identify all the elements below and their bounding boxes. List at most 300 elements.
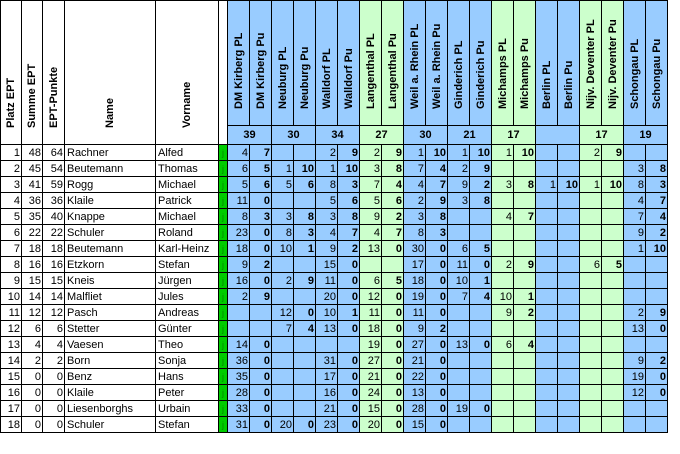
place-cell[interactable]: 5 (360, 193, 382, 209)
name-cell[interactable]: Knappe (65, 209, 156, 225)
points-cell[interactable] (294, 385, 316, 401)
points-cell[interactable] (514, 193, 536, 209)
points-cell[interactable]: 5 (470, 241, 492, 257)
ept-points-cell[interactable]: 14 (43, 289, 65, 305)
points-cell[interactable]: 0 (426, 241, 448, 257)
row-marker-cell[interactable]: j (219, 145, 228, 161)
points-cell[interactable]: 10 (646, 241, 668, 257)
points-cell[interactable]: 10 (470, 145, 492, 161)
name-cell[interactable]: Beutemann (65, 161, 156, 177)
name-cell[interactable]: Born (65, 353, 156, 369)
place-cell[interactable]: 3 (492, 177, 514, 193)
firstname-cell[interactable]: Hans (156, 369, 219, 385)
points-cell[interactable] (646, 337, 668, 353)
points-cell[interactable] (470, 385, 492, 401)
place-cell[interactable] (580, 353, 602, 369)
place-cell[interactable]: 7 (360, 177, 382, 193)
place-cell[interactable] (272, 145, 294, 161)
place-cell[interactable]: 17 (404, 257, 426, 273)
points-cell[interactable]: 4 (426, 161, 448, 177)
event-column-header[interactable] (382, 1, 404, 126)
firstname-cell[interactable]: Jules (156, 289, 219, 305)
points-cell[interactable]: 2 (470, 177, 492, 193)
points-cell[interactable] (294, 257, 316, 273)
event-column-header[interactable] (316, 1, 338, 126)
place-cell[interactable]: 14 (228, 337, 250, 353)
place-cell[interactable]: 4 (316, 225, 338, 241)
points-cell[interactable] (514, 417, 536, 433)
points-cell[interactable] (602, 289, 624, 305)
place-cell[interactable] (492, 193, 514, 209)
rank-cell[interactable]: 10 (1, 289, 22, 305)
place-cell[interactable]: 1 (316, 161, 338, 177)
points-cell[interactable]: 0 (426, 273, 448, 289)
points-cell[interactable]: 5 (250, 161, 272, 177)
points-cell[interactable] (514, 369, 536, 385)
points-cell[interactable] (558, 241, 580, 257)
points-cell[interactable]: 0 (382, 401, 404, 417)
sum-ept-cell[interactable]: 15 (22, 273, 43, 289)
place-cell[interactable]: 21 (404, 353, 426, 369)
place-cell[interactable] (536, 273, 558, 289)
points-cell[interactable] (646, 273, 668, 289)
column-header[interactable] (22, 1, 43, 145)
event-column-header[interactable] (448, 1, 470, 126)
points-cell[interactable]: 0 (646, 369, 668, 385)
rank-cell[interactable]: 6 (1, 225, 22, 241)
place-cell[interactable]: 7 (624, 209, 646, 225)
row-marker-cell[interactable]: j (219, 401, 228, 417)
row-marker-cell[interactable]: j (219, 353, 228, 369)
points-cell[interactable] (470, 321, 492, 337)
points-cell[interactable]: 8 (426, 209, 448, 225)
rank-cell[interactable]: 13 (1, 337, 22, 353)
event-column-header[interactable] (294, 1, 316, 126)
place-cell[interactable] (448, 385, 470, 401)
place-cell[interactable] (272, 401, 294, 417)
rank-cell[interactable]: 7 (1, 241, 22, 257)
points-cell[interactable]: 0 (382, 337, 404, 353)
place-cell[interactable]: 2 (316, 145, 338, 161)
place-cell[interactable]: 27 (404, 337, 426, 353)
place-cell[interactable]: 2 (360, 145, 382, 161)
points-cell[interactable]: 0 (338, 289, 360, 305)
place-cell[interactable]: 27 (360, 353, 382, 369)
firstname-cell[interactable]: Alfed (156, 145, 219, 161)
place-cell[interactable]: 10 (272, 241, 294, 257)
place-cell[interactable] (492, 369, 514, 385)
rank-cell[interactable]: 1 (1, 145, 22, 161)
place-cell[interactable]: 23 (228, 225, 250, 241)
place-cell[interactable] (492, 385, 514, 401)
place-cell[interactable]: 13 (624, 321, 646, 337)
points-cell[interactable]: 9 (470, 161, 492, 177)
event-sum-cell[interactable]: 17 (492, 126, 536, 145)
points-cell[interactable] (602, 273, 624, 289)
place-cell[interactable]: 5 (272, 177, 294, 193)
place-cell[interactable]: 2 (624, 305, 646, 321)
place-cell[interactable] (448, 225, 470, 241)
place-cell[interactable]: 3 (404, 209, 426, 225)
points-cell[interactable] (602, 225, 624, 241)
place-cell[interactable]: 5 (316, 193, 338, 209)
ept-points-cell[interactable]: 0 (43, 401, 65, 417)
place-cell[interactable]: 6 (448, 241, 470, 257)
place-cell[interactable]: 11 (448, 257, 470, 273)
place-cell[interactable]: 15 (316, 257, 338, 273)
points-cell[interactable]: 10 (602, 177, 624, 193)
place-cell[interactable]: 9 (404, 321, 426, 337)
place-cell[interactable] (536, 209, 558, 225)
rank-cell[interactable]: 5 (1, 209, 22, 225)
place-cell[interactable] (536, 417, 558, 433)
points-cell[interactable] (602, 241, 624, 257)
event-column-header[interactable] (646, 1, 668, 126)
points-cell[interactable] (294, 369, 316, 385)
rank-cell[interactable]: 11 (1, 305, 22, 321)
place-cell[interactable] (448, 417, 470, 433)
points-cell[interactable] (558, 273, 580, 289)
place-cell[interactable] (536, 225, 558, 241)
place-cell[interactable] (492, 417, 514, 433)
points-cell[interactable]: 6 (382, 193, 404, 209)
name-cell[interactable]: Schuler (65, 417, 156, 433)
points-cell[interactable] (602, 369, 624, 385)
name-cell[interactable]: Pasch (65, 305, 156, 321)
place-cell[interactable]: 6 (228, 161, 250, 177)
place-cell[interactable]: 9 (492, 305, 514, 321)
points-cell[interactable] (558, 289, 580, 305)
points-cell[interactable] (294, 193, 316, 209)
name-cell[interactable]: Malfliet (65, 289, 156, 305)
place-cell[interactable] (624, 257, 646, 273)
place-cell[interactable]: 30 (404, 241, 426, 257)
event-sum-cell[interactable] (536, 126, 580, 145)
place-cell[interactable]: 8 (404, 225, 426, 241)
points-cell[interactable] (602, 337, 624, 353)
points-cell[interactable] (514, 241, 536, 257)
place-cell[interactable]: 16 (316, 385, 338, 401)
sum-ept-cell[interactable]: 48 (22, 145, 43, 161)
row-marker-cell[interactable]: j (219, 273, 228, 289)
points-cell[interactable]: 9 (250, 289, 272, 305)
sum-ept-cell[interactable]: 45 (22, 161, 43, 177)
row-marker-cell[interactable]: j (219, 177, 228, 193)
points-cell[interactable] (602, 385, 624, 401)
row-marker-cell[interactable]: j (219, 369, 228, 385)
rank-cell[interactable]: 8 (1, 257, 22, 273)
event-sum-cell[interactable]: 17 (580, 126, 624, 145)
place-cell[interactable] (580, 417, 602, 433)
points-cell[interactable] (558, 161, 580, 177)
points-cell[interactable]: 5 (382, 273, 404, 289)
ept-points-cell[interactable]: 22 (43, 225, 65, 241)
column-header[interactable] (65, 1, 156, 145)
points-cell[interactable]: 8 (470, 193, 492, 209)
points-cell[interactable] (646, 417, 668, 433)
points-cell[interactable] (602, 321, 624, 337)
rank-cell[interactable]: 4 (1, 193, 22, 209)
points-cell[interactable] (470, 417, 492, 433)
points-cell[interactable] (470, 353, 492, 369)
event-column-header[interactable] (624, 1, 646, 126)
event-sum-cell[interactable]: 27 (360, 126, 404, 145)
column-header[interactable] (156, 1, 219, 145)
points-cell[interactable]: 2 (514, 305, 536, 321)
place-cell[interactable]: 9 (624, 353, 646, 369)
points-cell[interactable]: 0 (338, 273, 360, 289)
points-cell[interactable] (558, 257, 580, 273)
place-cell[interactable] (536, 241, 558, 257)
points-cell[interactable]: 9 (294, 273, 316, 289)
place-cell[interactable]: 20 (316, 289, 338, 305)
points-cell[interactable]: 0 (426, 257, 448, 273)
points-cell[interactable] (294, 401, 316, 417)
place-cell[interactable] (536, 401, 558, 417)
sum-ept-cell[interactable]: 0 (22, 417, 43, 433)
place-cell[interactable] (448, 369, 470, 385)
row-marker-cell[interactable]: j (219, 241, 228, 257)
event-column-header[interactable] (250, 1, 272, 126)
points-cell[interactable]: 4 (470, 289, 492, 305)
place-cell[interactable]: 12 (272, 305, 294, 321)
ept-points-cell[interactable]: 0 (43, 369, 65, 385)
place-cell[interactable]: 4 (360, 225, 382, 241)
place-cell[interactable]: 7 (448, 289, 470, 305)
points-cell[interactable] (514, 161, 536, 177)
row-marker-cell[interactable]: j (219, 289, 228, 305)
place-cell[interactable]: 8 (272, 225, 294, 241)
place-cell[interactable]: 28 (404, 401, 426, 417)
points-cell[interactable] (470, 209, 492, 225)
place-cell[interactable]: 9 (448, 177, 470, 193)
points-cell[interactable] (294, 353, 316, 369)
place-cell[interactable] (536, 369, 558, 385)
place-cell[interactable] (492, 401, 514, 417)
points-cell[interactable]: 2 (338, 241, 360, 257)
points-cell[interactable]: 2 (426, 321, 448, 337)
ept-points-cell[interactable]: 15 (43, 273, 65, 289)
name-cell[interactable]: Rogg (65, 177, 156, 193)
place-cell[interactable]: 16 (228, 273, 250, 289)
event-column-header[interactable] (580, 1, 602, 126)
points-cell[interactable] (250, 305, 272, 321)
place-cell[interactable]: 13 (360, 241, 382, 257)
place-cell[interactable]: 21 (360, 369, 382, 385)
sum-ept-cell[interactable]: 41 (22, 177, 43, 193)
place-cell[interactable]: 13 (404, 385, 426, 401)
firstname-cell[interactable]: Patrick (156, 193, 219, 209)
place-cell[interactable] (580, 337, 602, 353)
event-sum-cell[interactable]: 34 (316, 126, 360, 145)
place-cell[interactable]: 18 (228, 241, 250, 257)
place-cell[interactable] (624, 273, 646, 289)
points-cell[interactable]: 10 (294, 161, 316, 177)
points-cell[interactable] (558, 353, 580, 369)
place-cell[interactable] (624, 145, 646, 161)
points-cell[interactable] (338, 337, 360, 353)
points-cell[interactable] (558, 225, 580, 241)
place-cell[interactable]: 11 (316, 273, 338, 289)
place-cell[interactable]: 35 (228, 369, 250, 385)
place-cell[interactable]: 1 (536, 177, 558, 193)
place-cell[interactable]: 4 (492, 209, 514, 225)
points-cell[interactable]: 9 (514, 257, 536, 273)
points-cell[interactable]: 3 (646, 177, 668, 193)
place-cell[interactable]: 3 (624, 161, 646, 177)
place-cell[interactable]: 10 (492, 289, 514, 305)
points-cell[interactable]: 2 (646, 225, 668, 241)
points-cell[interactable]: 9 (602, 145, 624, 161)
points-cell[interactable]: 10 (338, 161, 360, 177)
place-cell[interactable] (580, 321, 602, 337)
event-column-header[interactable] (338, 1, 360, 126)
sum-ept-cell[interactable]: 4 (22, 337, 43, 353)
place-cell[interactable] (624, 417, 646, 433)
place-cell[interactable] (492, 161, 514, 177)
place-cell[interactable] (228, 305, 250, 321)
row-marker-cell[interactable]: j (219, 209, 228, 225)
row-marker-cell[interactable]: j (219, 417, 228, 433)
place-cell[interactable]: 9 (360, 209, 382, 225)
points-cell[interactable] (514, 273, 536, 289)
firstname-cell[interactable]: Günter (156, 321, 219, 337)
points-cell[interactable]: 3 (250, 209, 272, 225)
firstname-cell[interactable]: Michael (156, 177, 219, 193)
row-marker-cell[interactable]: j (219, 321, 228, 337)
points-cell[interactable] (294, 145, 316, 161)
place-cell[interactable]: 8 (316, 177, 338, 193)
points-cell[interactable] (558, 321, 580, 337)
place-cell[interactable]: 9 (316, 241, 338, 257)
rank-cell[interactable]: 16 (1, 385, 22, 401)
place-cell[interactable]: 22 (404, 369, 426, 385)
place-cell[interactable] (624, 401, 646, 417)
points-cell[interactable] (646, 401, 668, 417)
points-cell[interactable]: 3 (426, 225, 448, 241)
points-cell[interactable]: 10 (558, 177, 580, 193)
place-cell[interactable]: 11 (360, 305, 382, 321)
ept-points-cell[interactable]: 40 (43, 209, 65, 225)
place-cell[interactable] (272, 257, 294, 273)
points-cell[interactable]: 0 (250, 193, 272, 209)
rank-cell[interactable]: 9 (1, 273, 22, 289)
name-cell[interactable]: Rachner (65, 145, 156, 161)
points-cell[interactable]: 0 (250, 401, 272, 417)
place-cell[interactable] (492, 321, 514, 337)
points-cell[interactable] (514, 401, 536, 417)
points-cell[interactable]: 4 (646, 209, 668, 225)
place-cell[interactable]: 18 (360, 321, 382, 337)
place-cell[interactable] (536, 385, 558, 401)
points-cell[interactable] (602, 305, 624, 321)
place-cell[interactable] (492, 353, 514, 369)
points-cell[interactable] (514, 385, 536, 401)
place-cell[interactable]: 4 (624, 193, 646, 209)
rank-cell[interactable]: 3 (1, 177, 22, 193)
points-cell[interactable]: 2 (250, 257, 272, 273)
points-cell[interactable]: 1 (294, 241, 316, 257)
points-cell[interactable] (514, 353, 536, 369)
ept-points-cell[interactable]: 36 (43, 193, 65, 209)
points-cell[interactable]: 1 (338, 305, 360, 321)
sum-ept-cell[interactable]: 14 (22, 289, 43, 305)
ept-points-cell[interactable]: 12 (43, 305, 65, 321)
points-cell[interactable]: 0 (382, 321, 404, 337)
points-cell[interactable]: 0 (382, 417, 404, 433)
ept-points-cell[interactable]: 18 (43, 241, 65, 257)
place-cell[interactable] (536, 305, 558, 321)
place-cell[interactable]: 11 (404, 305, 426, 321)
place-cell[interactable]: 31 (316, 353, 338, 369)
points-cell[interactable]: 0 (646, 321, 668, 337)
points-cell[interactable]: 8 (382, 161, 404, 177)
sum-ept-cell[interactable]: 18 (22, 241, 43, 257)
points-cell[interactable] (558, 145, 580, 161)
place-cell[interactable]: 7 (404, 161, 426, 177)
place-cell[interactable] (580, 241, 602, 257)
points-cell[interactable]: 6 (294, 177, 316, 193)
place-cell[interactable]: 2 (228, 289, 250, 305)
points-cell[interactable]: 0 (294, 417, 316, 433)
place-cell[interactable]: 9 (624, 225, 646, 241)
event-sum-cell[interactable]: 39 (228, 126, 272, 145)
points-cell[interactable]: 0 (426, 401, 448, 417)
points-cell[interactable]: 9 (338, 145, 360, 161)
event-column-header[interactable] (404, 1, 426, 126)
place-cell[interactable]: 15 (360, 401, 382, 417)
rank-cell[interactable]: 15 (1, 369, 22, 385)
event-sum-cell[interactable]: 19 (624, 126, 668, 145)
points-cell[interactable] (558, 417, 580, 433)
firstname-cell[interactable]: Stefan (156, 257, 219, 273)
firstname-cell[interactable]: Jürgen (156, 273, 219, 289)
rank-cell[interactable]: 18 (1, 417, 22, 433)
place-cell[interactable] (536, 353, 558, 369)
firstname-cell[interactable]: Theo (156, 337, 219, 353)
points-cell[interactable]: 0 (338, 385, 360, 401)
sum-ept-cell[interactable]: 16 (22, 257, 43, 273)
points-cell[interactable]: 0 (426, 305, 448, 321)
place-cell[interactable]: 11 (228, 193, 250, 209)
name-cell[interactable]: Klaile (65, 193, 156, 209)
place-cell[interactable]: 36 (228, 353, 250, 369)
points-cell[interactable]: 8 (646, 161, 668, 177)
points-cell[interactable]: 0 (382, 241, 404, 257)
place-cell[interactable]: 21 (316, 401, 338, 417)
ept-points-cell[interactable]: 0 (43, 385, 65, 401)
place-cell[interactable] (536, 289, 558, 305)
column-header[interactable] (43, 1, 65, 145)
points-cell[interactable]: 5 (602, 257, 624, 273)
points-cell[interactable]: 1 (470, 273, 492, 289)
place-cell[interactable]: 24 (360, 385, 382, 401)
place-cell[interactable] (580, 209, 602, 225)
place-cell[interactable]: 7 (272, 321, 294, 337)
event-sum-cell[interactable]: 30 (272, 126, 316, 145)
points-cell[interactable]: 8 (338, 209, 360, 225)
points-cell[interactable] (602, 193, 624, 209)
points-cell[interactable]: 0 (426, 337, 448, 353)
place-cell[interactable]: 9 (228, 257, 250, 273)
place-cell[interactable] (272, 337, 294, 353)
points-cell[interactable]: 0 (338, 321, 360, 337)
firstname-cell[interactable]: Karl-Heinz (156, 241, 219, 257)
points-cell[interactable]: 7 (646, 193, 668, 209)
firstname-cell[interactable]: Michael (156, 209, 219, 225)
name-cell[interactable]: Klaile (65, 385, 156, 401)
firstname-cell[interactable]: Roland (156, 225, 219, 241)
